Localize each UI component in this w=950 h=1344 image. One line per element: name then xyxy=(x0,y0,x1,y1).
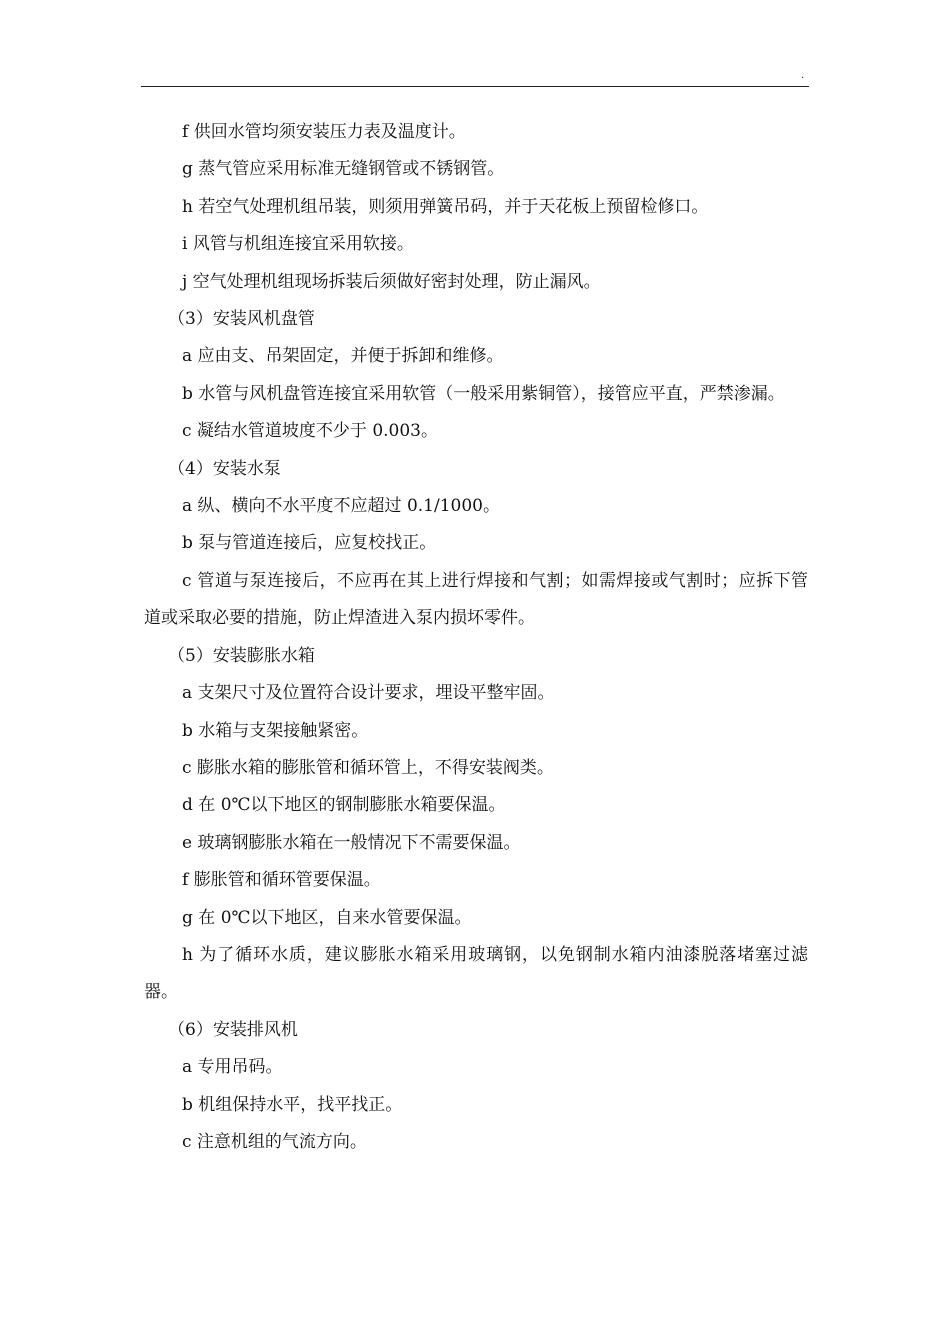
item-g-steam-pipe: g 蒸气管应采用标准无缝钢管或不锈钢管。 xyxy=(182,159,505,180)
item-a-bracket: a 支架尺寸及位置符合设计要求，埋设平整牢固。 xyxy=(182,683,555,704)
item-g-tap-water-insulation: g 在 0℃以下地区，自来水管要保温。 xyxy=(182,907,472,928)
section-heading-exhaust-fan: （6）安装排风机 xyxy=(168,1019,298,1040)
document-body xyxy=(144,114,808,1161)
item-a-level: a 纵、横向不水平度不应超过 0.1/1000。 xyxy=(182,496,500,517)
item-c-welding: c 管道与泵连接后，不应再在其上进行焊接和气割；如需焊接或气割时；应拆下管道或采取必要的措施，防止焊渣进入泵内损坏零件。 xyxy=(144,570,808,629)
item-f-pipe-insulation: f 膨胀管和循环管要保温。 xyxy=(182,870,381,891)
item-a-hanger: a 专用吊码。 xyxy=(182,1057,283,1078)
item-b-leveling: b 机组保持水平，找平找正。 xyxy=(182,1094,403,1115)
item-b-alignment: b 泵与管道连接后，应复校找正。 xyxy=(182,533,437,554)
item-c-no-valves: c 膨胀水箱的膨胀管和循环管上，不得安装阀类。 xyxy=(182,757,554,778)
section-heading-expansion-tank: （5）安装膨胀水箱 xyxy=(168,645,315,666)
item-i-soft-joint: i 风管与机组连接宜采用软接。 xyxy=(182,234,414,255)
item-b-contact: b 水箱与支架接触紧密。 xyxy=(182,720,369,741)
header-mark: . xyxy=(801,70,805,81)
item-h-hanger: h 若空气处理机组吊装，则须用弹簧吊码，并于天花板上预留检修口。 xyxy=(182,196,709,217)
item-c-slope: c 凝结水管道坡度不少于 0.003。 xyxy=(182,421,438,442)
item-e-fiberglass-tank: e 玻璃钢膨胀水箱在一般情况下不需要保温。 xyxy=(182,832,521,853)
item-h-water-quality: h 为了循环水质，建议膨胀水箱采用玻璃钢，以免钢制水箱内油漆脱落堵塞过滤器。 xyxy=(144,944,808,1003)
section-heading-fan-coil: （3）安装风机盘管 xyxy=(168,309,315,330)
item-j-sealing: j 空气处理机组现场拆装后须做好密封处理，防止漏风。 xyxy=(182,271,601,292)
item-f-pressure-gauge: f 供回水管均须安装压力表及温度计。 xyxy=(182,122,466,142)
item-d-steel-tank-insulation: d 在 0℃以下地区的钢制膨胀水箱要保温。 xyxy=(182,795,506,816)
section-heading-pump: （4）安装水泵 xyxy=(168,458,281,479)
header-rule xyxy=(141,86,809,87)
item-b-soft-pipe: b 水管与风机盘管连接宜采用软管（一般采用紫铜管），接管应平直，严禁渗漏。 xyxy=(182,383,785,404)
item-a-support: a 应由支、吊架固定，并便于拆卸和维修。 xyxy=(182,346,504,367)
item-c-airflow: c 注意机组的气流方向。 xyxy=(182,1131,367,1152)
